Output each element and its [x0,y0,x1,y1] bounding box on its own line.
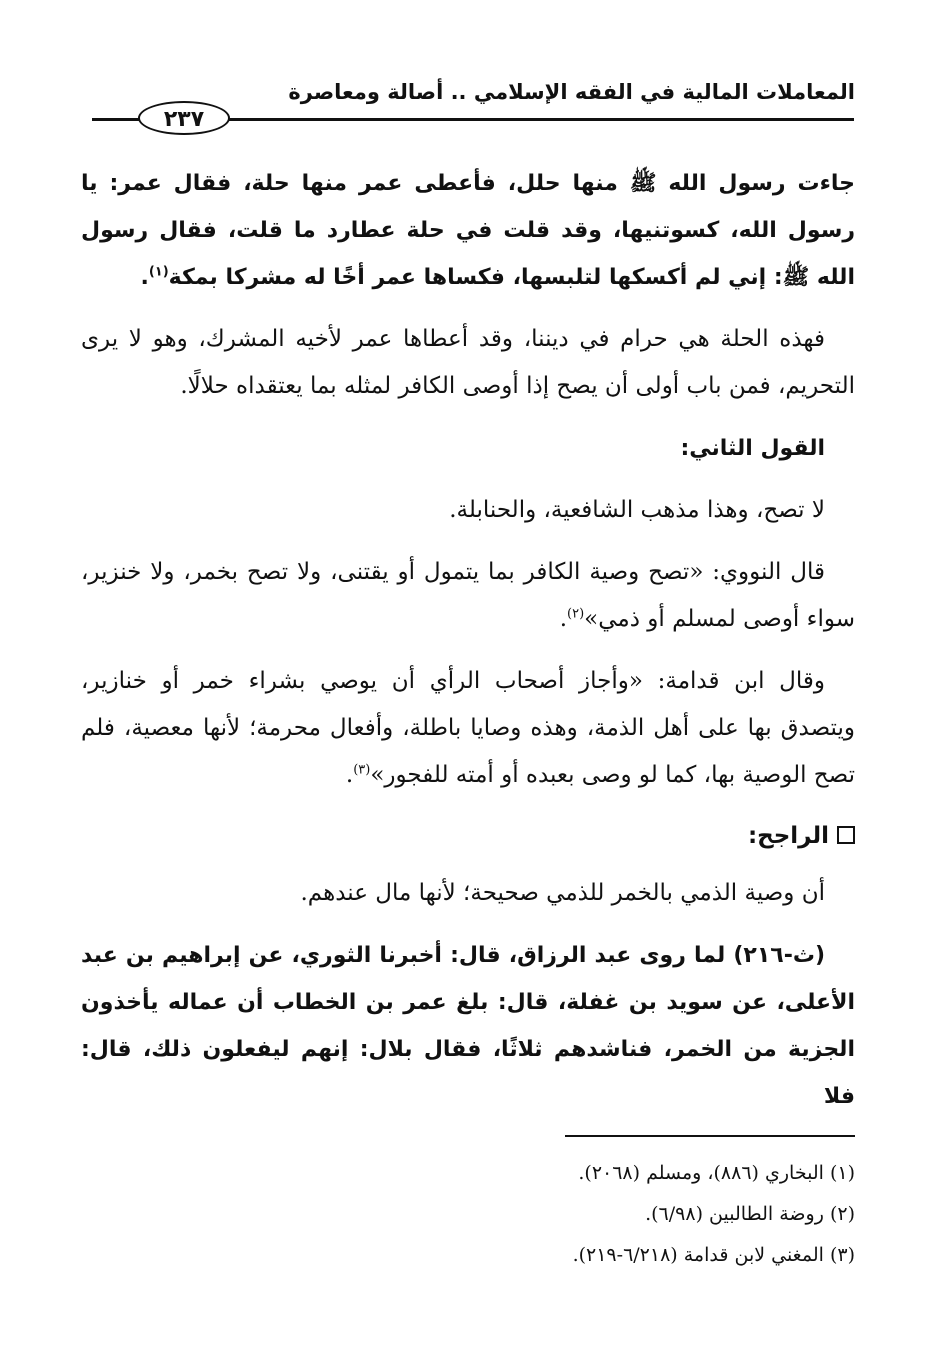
footnote-1: (١) البخاري (٨٨٦)، ومسلم (٢٠٦٨). [578,1162,855,1184]
second-opinion-heading: القول الثاني: [680,436,825,461]
footnote-ref-2: (٢) [567,606,585,622]
footnotes [81,1153,855,1276]
square-bullet-icon [837,826,855,844]
ibn-qudama-quote-end: . [345,762,354,788]
footnote-2: (٢) روضة الطالبين (٦/٩٨). [645,1203,855,1225]
main-text [81,160,855,1135]
preferred-opinion-heading [81,814,855,858]
footnote-3: (٣) المغني لابن قدامة (٦/٢١٨-٢١٩). [572,1244,855,1266]
preferred-opinion-label: الراجح: [747,823,829,849]
preferred-opinion-paragraph: أن وصية الذمي بالخمر للذمي صحيحة؛ لأنها مال عندهم. [300,880,825,906]
hadith-text: جاءت رسول الله ﷺ منها حلل، فأعطى عمر منها حلة، فقال عمر: يا رسول الله، كسوتنيها، وقد قلت في حلة عطارد ما قلت، فقال رسول الله ﷺ: إني لم أكسكها لتلبسها، فكساها عمر أخًا له مشركا بمكة [81,171,855,290]
nawawi-quote-paragraph [81,549,855,643]
hadith-paragraph [81,160,855,301]
footnote-ref-3: (٣) [353,762,371,778]
nawawi-quote-text: قال النووي: «تصح وصية الكافر بما يتمول أو يقتنى، ولا تصح بخمر، ولا خنزير، سواء أوصى لمسلم أو ذمي» [81,559,855,632]
running-title: المعاملات المالية في الفقه الإسلامي .. أصالة ومعاصرة [288,80,855,104]
page-number: ٢٣٧ [138,101,230,135]
athar-paragraph: (ث-٢١٦) لما روى عبد الرزاق، قال: أخبرنا الثوري، عن إبراهيم بن عبد الأعلى، عن سويد بن غفلة، قال: بلغ عمر بن الخطاب أن عماله يأخذون الجزية من الخمر، فناشدهم ثلاثًا، فقال بلال: إنهم ليفعلون ذلك، قال: فلا [81,943,855,1109]
footnote-ref-1: (١) [148,264,169,280]
second-opinion-paragraph: لا تصح، وهذا مذهب الشافعية، والحنابلة. [449,497,825,523]
ibn-qudama-quote-text: وقال ابن قدامة: «وأجاز أصحاب الرأي أن يوصي بشراء خمر أو خنازير، ويتصدق بها على أهل الذمة، وهذه وصايا باطلة، وأفعال محرمة؛ لأنها معصية، فلم تصح الوصية بها، كما لو وصى بعبده أو أمته للفجور» [81,668,855,788]
commentary-paragraph: فهذه الحلة هي حرام في ديننا، وقد أعطاها عمر لأخيه المشرك، وهو لا يرى التحريم، فمن باب أولى أن يصح إذا أوصى الكافر لمثله بما يعتقداه حلالًا. [81,326,855,399]
ibn-qudama-quote-paragraph [81,658,855,799]
hadith-end: . [140,265,149,290]
nawawi-quote-end: . [559,606,567,632]
footnote-separator [565,1135,855,1137]
